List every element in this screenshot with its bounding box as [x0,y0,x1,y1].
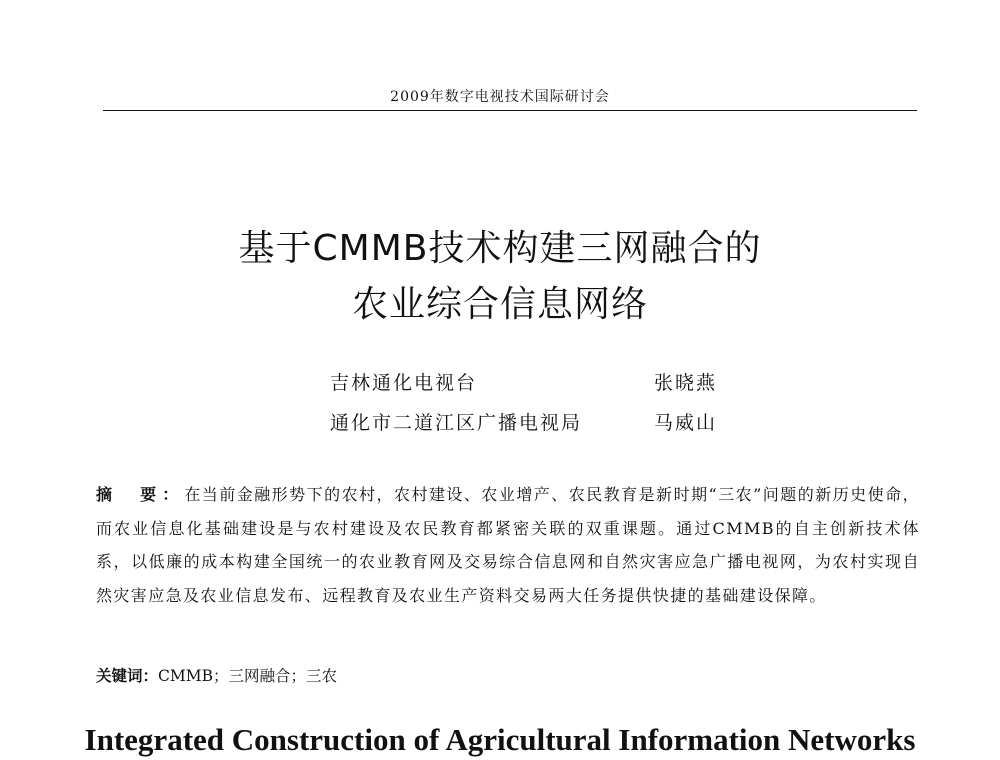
author-1-affiliation: 吉林通化电视台 [330,372,478,394]
keywords-label: 关键词： [96,667,159,685]
title-line-2: 农业综合信息网络 [351,284,648,325]
keywords-text: CMMB；三网融合；三农 [158,667,338,685]
keywords [96,664,337,686]
abstract-text: 在当前金融形势下的农村，农村建设、农业增产、农民教育是新时期“三农”问题的新历史使命，而农业信息化基础建设是与农村建设及农民教育都紧密关联的双重课题。通过CMMB的自主创新技术体系，以低廉的成本构建全国统一的农业教育网及交易综合信息网和自然灾害应急广播电视网，为农村实现自然灾害应急及农业信息发布、远程教育及农业生产资料交易两大任务提供快捷的基础建设保障。 [96,485,920,605]
author-2-affiliation: 通化市二道江区广播电视局 [330,412,583,434]
conference-header: 2009年数字电视技术国际研讨会 [390,89,610,105]
english-title: Integrated Construction of Agricultural Information Networks [84,722,916,757]
abstract [96,478,920,612]
header-rule [103,110,917,111]
author-2-name: 马威山 [654,412,718,434]
title-line-1: 基于CMMB技术构建三网融合的 [238,228,762,269]
author-1-name: 张晓燕 [654,372,718,394]
abstract-label: 摘 要： [96,485,185,504]
